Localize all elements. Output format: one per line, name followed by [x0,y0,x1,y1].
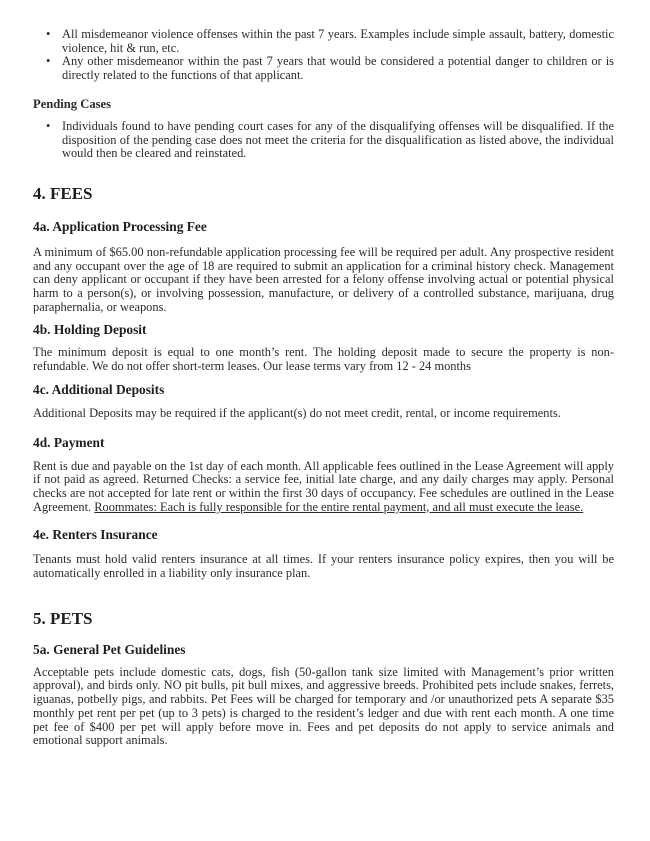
application-fee-text: A minimum of $65.00 non-refundable application processing fee will be required per adult. Any prospective resident and any occupant over the age of 18 are required to submit an application for a criminal history check. Management can deny applicant or occupant if they have been arrested for a felony offense involving actual or potential physical harm to a person(s), or involving possession, manufacture, or delivery of a controlled substance, marijuana, drug paraphernalia, or weapons. [33,244,614,314]
payment-text [33,460,614,515]
renters-insurance-heading: 4e. Renters Insurance [33,527,158,543]
holding-deposit-heading: 4b. Holding Deposit [33,322,147,338]
general-pet-guidelines-heading: 5a. General Pet Guidelines [33,641,186,657]
payment-heading: 4d. Payment [33,434,105,450]
fees-section-heading: 4. FEES [33,183,93,203]
pending-cases-list [33,120,614,161]
list-item: • All misdemeanor violence offenses within the past 7 years. Examples include simple assault, battery, domestic violence, hit & run, etc. [33,28,614,55]
list-item: • Any other misdemeanor within the past 7 years that would be considered a potential danger to children or is directly related to the functions of that applicant. [33,55,614,82]
payment-body: Rent is due and payable on the 1st day of each month. All applicable fees outlined in the Lease Agreement will apply if not paid as agreed. Returned Checks: a service fee, initial late charge, and any daily charges may apply. Personal checks are not accepted for late rent or within the first 30 days of occupancy. Fee schedules are outlined in the Lease Agreement. [33,458,614,514]
roommates-clause: Roommates: Each is fully responsible for the entire rental payment, and all must execute the lease. [94,499,584,514]
document-page [33,28,614,748]
application-fee-heading: 4a. Application Processing Fee [33,218,207,234]
additional-deposits-text: Additional Deposits may be required if the applicant(s) do not meet credit, rental, or income requirements. [33,405,561,420]
holding-deposit-text: The minimum deposit is equal to one month’s rent. The holding deposit made to secure the property is non-refundable. We do not offer short-term leases. Our lease terms vary from 12 - 24 months [33,345,614,374]
violence-offense-list [33,28,614,83]
list-item: • Individuals found to have pending court cases for any of the disqualifying offenses will be disqualified. If the disposition of the pending case does not meet the criteria for the disqualification as listed above, the individual would then be cleared and reinstated. [33,120,614,161]
general-pet-guidelines-text: Acceptable pets include domestic cats, dogs, fish (50-gallon tank size limited with Management’s prior written approval), and birds only. NO pit bulls, pit bull mixes, and aggressive breeds. Prohibited pets include snakes, ferrets, iguanas, potbelly pigs, and rabbits. Pet Fees will be charged for temporary and /or unauthorized pets A separate $35 monthly pet rent per pet (up to 3 pets) is charged to the resident’s ledger and due with rent each month. A one time pet fee of $400 per pet will apply before move in. Fees and pet deposits do not apply to service animals and emotional support animals. [33,664,614,748]
renters-insurance-text: Tenants must hold valid renters insurance at all times. If your renters insurance policy expires, then you will be automatically enrolled in a liability only insurance plan. [33,552,614,581]
pets-section-heading: 5. PETS [33,608,93,628]
pending-cases-heading: Pending Cases [33,96,112,111]
additional-deposits-heading: 4c. Additional Deposits [33,381,165,397]
